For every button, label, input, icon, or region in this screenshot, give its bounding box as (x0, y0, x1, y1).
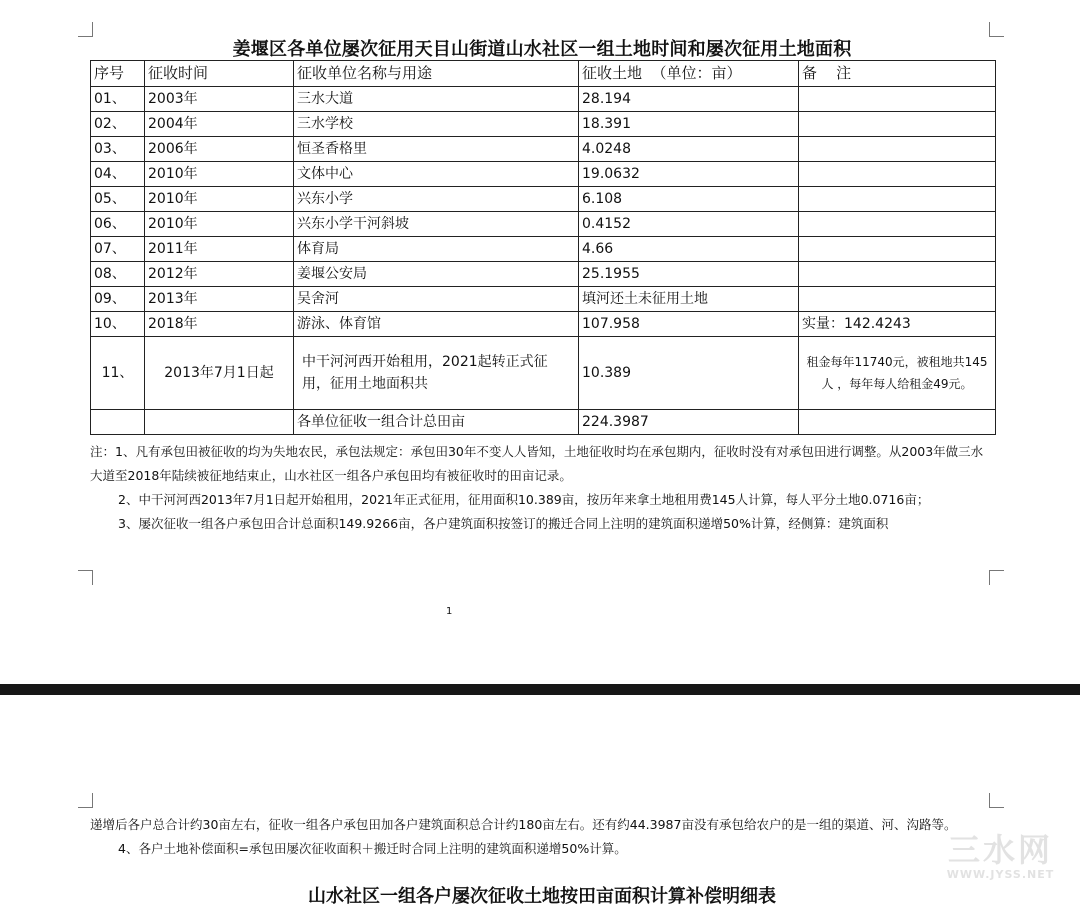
note-2: 2、中干河河西2013年7月1日起开始租用，2021年正式征用，征用面积10.389亩，按历年来拿土地租用费145人计算，每人平分土地0.0716亩； (118, 492, 930, 507)
note-3-continued: 递增后各户总合计约30亩左右，征收一组各户承包田加各户建筑面积总合计约180亩左右。还有约44.3987亩没有承包给农户的是一组的渠道、河、沟路等。 (90, 817, 957, 832)
cell-area: 28.194 (579, 87, 799, 112)
header-area: 征收土地 （单位：亩） (579, 61, 799, 87)
cell-remark (799, 87, 996, 112)
cell-area: 4.66 (579, 237, 799, 262)
cell-serial: 09、 (91, 287, 145, 312)
cell-serial: 06、 (91, 212, 145, 237)
header-unit: 征收单位名称与用途 (294, 61, 579, 87)
cell-area: 18.391 (579, 112, 799, 137)
cell-serial (91, 410, 145, 435)
note-4: 4、各户土地补偿面积=承包田屡次征收面积＋搬迁时合同上注明的建筑面积递增50%计算。 (118, 841, 627, 856)
land-acquisition-table (90, 60, 996, 435)
watermark-url: WWW.JYSS.NET (946, 868, 1055, 881)
cell-serial: 11、 (91, 337, 145, 410)
cell-remark (799, 287, 996, 312)
cell-area: 填河还土未征用土地 (579, 287, 799, 312)
cell-time: 2010年 (145, 212, 294, 237)
table-row (91, 237, 996, 262)
table-row (91, 212, 996, 237)
cell-time: 2011年 (145, 237, 294, 262)
document-title: 姜堰区各单位屡次征用天目山街道山水社区一组土地时间和屡次征用土地面积 (232, 39, 852, 60)
cell-time: 2013年7月1日起 (145, 337, 294, 410)
cell-area: 4.0248 (579, 137, 799, 162)
cell-unit: 体育局 (294, 237, 579, 262)
cell-unit: 文体中心 (294, 162, 579, 187)
cell-unit: 游泳、体育馆 (294, 312, 579, 337)
cell-area: 19.0632 (579, 162, 799, 187)
cell-unit: 吴舍河 (294, 287, 579, 312)
note-3: 3、屡次征收一组各户承包田合计总面积149.9266亩，各户建筑面积按签订的搬迁合同上注明的建筑面积递增50%计算，经侧算：建筑面积 (118, 516, 889, 531)
crop-mark-bottom-right (989, 570, 1004, 585)
page-number: 1 (446, 606, 453, 617)
cell-remark: 实量：142.4243 (799, 312, 996, 337)
cell-unit: 三水大道 (294, 87, 579, 112)
cell-time: 2012年 (145, 262, 294, 287)
cell-unit: 三水学校 (294, 112, 579, 137)
footnotes-continued (90, 813, 995, 861)
page-separator (0, 684, 1080, 695)
table-row (91, 137, 996, 162)
cell-serial: 01、 (91, 87, 145, 112)
cell-area: 0.4152 (579, 212, 799, 237)
cell-unit: 中干河河西开始租用，2021起转正式征用，征用土地面积共 (294, 337, 579, 410)
cell-remark (799, 162, 996, 187)
cell-time: 2004年 (145, 112, 294, 137)
header-time: 征收时间 (145, 61, 294, 87)
cell-remark (799, 187, 996, 212)
cell-remark (799, 410, 996, 435)
cell-serial: 07、 (91, 237, 145, 262)
cell-remark (799, 212, 996, 237)
cell-area: 25.1955 (579, 262, 799, 287)
total-label: 各单位征收一组合计总田亩 (294, 410, 579, 435)
header-serial: 序号 (91, 61, 145, 87)
cell-remark (799, 137, 996, 162)
table-row (91, 312, 996, 337)
cell-remark: 租金每年11740元，被租地共145人 ，每年每人给租金49元。 (799, 337, 996, 410)
cell-unit: 兴东小学干河斜坡 (294, 212, 579, 237)
cell-time: 2006年 (145, 137, 294, 162)
cell-serial: 02、 (91, 112, 145, 137)
cell-unit: 兴东小学 (294, 187, 579, 212)
table-row (91, 337, 996, 410)
cell-time: 2010年 (145, 187, 294, 212)
next-table-title: 山水社区一组各户屡次征收土地按田亩面积计算补偿明细表 (308, 886, 776, 907)
cell-unit: 姜堰公安局 (294, 262, 579, 287)
table-row (91, 112, 996, 137)
cell-time: 2010年 (145, 162, 294, 187)
table-row (91, 262, 996, 287)
crop-mark-top-left (78, 793, 93, 808)
cell-serial: 08、 (91, 262, 145, 287)
cell-unit: 恒圣香格里 (294, 137, 579, 162)
cell-time (145, 410, 294, 435)
table-row (91, 287, 996, 312)
cell-time: 2013年 (145, 287, 294, 312)
cell-serial: 03、 (91, 137, 145, 162)
cell-serial: 04、 (91, 162, 145, 187)
watermark-logo-text: 三水网 (947, 831, 1053, 869)
footnotes (90, 440, 995, 536)
crop-mark-bottom-left (78, 570, 93, 585)
table-total-row (91, 410, 996, 435)
site-watermark (938, 832, 1063, 882)
cell-time: 2003年 (145, 87, 294, 112)
table-row (91, 87, 996, 112)
crop-mark-top-right (989, 793, 1004, 808)
cell-area: 10.389 (579, 337, 799, 410)
cell-remark (799, 237, 996, 262)
total-area: 224.3987 (579, 410, 799, 435)
cell-remark (799, 112, 996, 137)
table-header-row (91, 61, 996, 87)
cell-remark (799, 262, 996, 287)
table-row (91, 187, 996, 212)
cell-time: 2018年 (145, 312, 294, 337)
table-row (91, 162, 996, 187)
cell-serial: 10、 (91, 312, 145, 337)
document-page-2 (0, 695, 1080, 907)
cell-serial: 05、 (91, 187, 145, 212)
cell-area: 107.958 (579, 312, 799, 337)
note-1: 注：1、凡有承包田被征收的均为失地农民，承包法规定：承包田30年不变人人皆知，土地征收时均在承包期内，征收时没有对承包田进行调整。从2003年做三水大道至2018年陆续被征地结束止，山水社区一组各户承包田均有被征收时的田亩记录。 (90, 444, 984, 483)
cell-area: 6.108 (579, 187, 799, 212)
header-remark: 备 注 (799, 61, 996, 87)
